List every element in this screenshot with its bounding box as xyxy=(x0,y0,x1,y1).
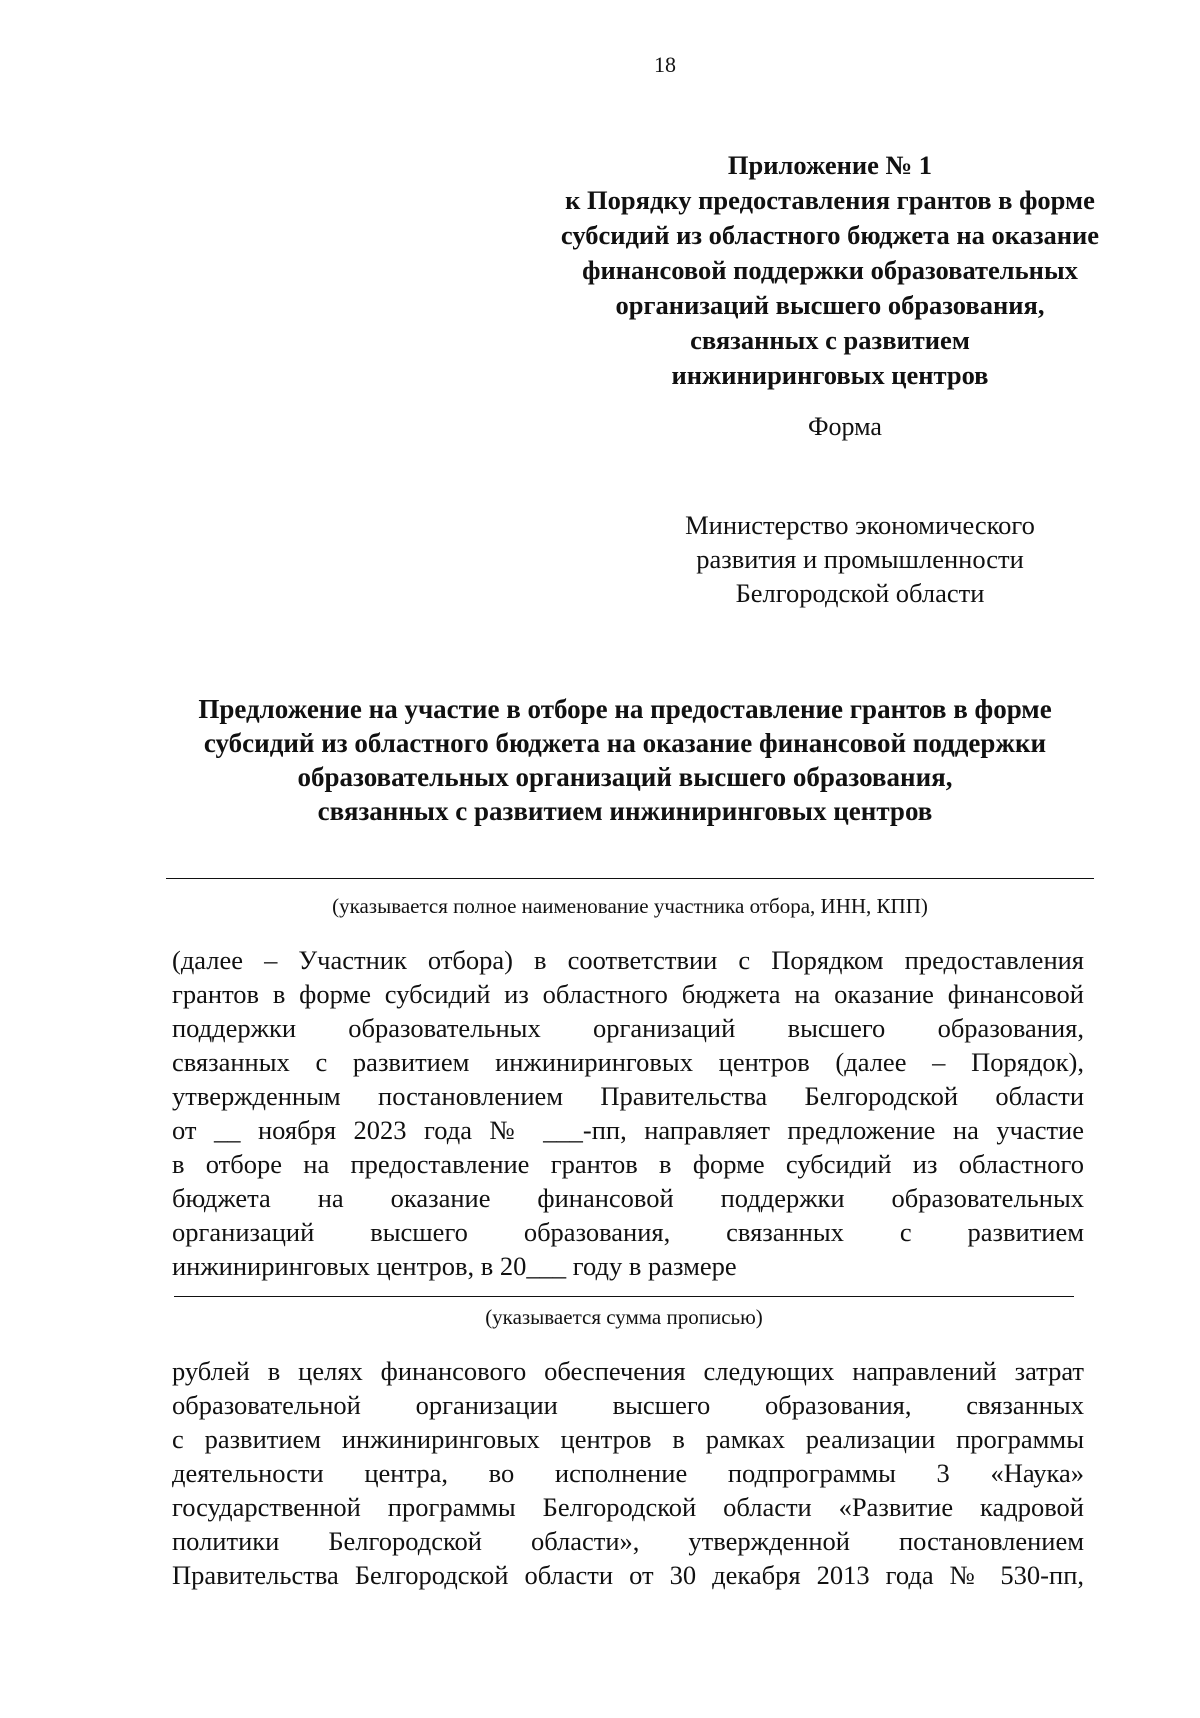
participant-name-hint: (указывается полное наименование участника отбора, ИНН, КПП) xyxy=(332,894,928,918)
paragraph-line: грантов в форме субсидий из областного бюджета на оказание финансовой xyxy=(172,979,1084,1009)
appendix-line: связанных с развитием xyxy=(690,325,970,355)
recipient-line: развития и промышленности xyxy=(696,544,1024,574)
appendix-header xyxy=(530,148,1130,393)
title-line: связанных с развитием инжиниринговых центров xyxy=(317,796,933,826)
paragraph-line: утвержденным постановлением Правительства Белгородской области xyxy=(172,1081,1084,1111)
paragraph-line: политики Белгородской области», утвержденной постановлением xyxy=(172,1526,1084,1556)
paragraph-line: инжиниринговых центров, в 20___ году в размере xyxy=(172,1251,737,1281)
document-title xyxy=(150,692,1100,828)
paragraph-line: от __ ноября 2023 года № ___-пп, направляет предложение на участие xyxy=(172,1115,1084,1145)
appendix-line: к Порядку предоставления грантов в форме xyxy=(565,185,1095,215)
appendix-line: субсидий из областного бюджета на оказание xyxy=(560,220,1100,250)
recipient-block xyxy=(640,508,1080,610)
paragraph-line: рублей в целях финансового обеспечения следующих направлений затрат xyxy=(172,1356,1084,1386)
paragraph-line: в отборе на предоставление грантов в форме субсидий из областного xyxy=(172,1149,1084,1179)
appendix-line: Приложение № 1 xyxy=(727,150,933,180)
appendix-line: инжиниринговых центров xyxy=(671,360,989,390)
paragraph-line: государственной программы Белгородской области «Развитие кадровой xyxy=(172,1492,1084,1522)
appendix-line: организаций высшего образования, xyxy=(615,290,1045,320)
paragraph-line: Правительства Белгородской области от 30 декабря 2013 года № 530-пп, xyxy=(172,1560,1084,1590)
paragraph-line: бюджета на оказание финансовой поддержки образовательных xyxy=(172,1183,1084,1213)
form-label: Форма xyxy=(808,412,882,441)
amount-hint: (указывается сумма прописью) xyxy=(485,1305,763,1329)
page-number: 18 xyxy=(654,52,676,77)
title-line: Предложение на участие в отборе на предоставление грантов в форме xyxy=(198,694,1052,724)
paragraph-line: образовательной организации высшего образования, связанных xyxy=(172,1390,1084,1420)
paragraph-line: поддержки образовательных организаций высшего образования, xyxy=(172,1013,1084,1043)
paragraph-line: связанных с развитием инжиниринговых центров (далее – Порядок), xyxy=(172,1047,1084,1077)
paragraph-line: организаций высшего образования, связанных с развитием xyxy=(172,1217,1084,1247)
title-line: субсидий из областного бюджета на оказание финансовой поддержки xyxy=(203,728,1047,758)
participant-name-blank-line xyxy=(166,878,1094,879)
paragraph-line: деятельности центра, во исполнение подпрограммы 3 «Наука» xyxy=(172,1458,1084,1488)
recipient-line: Белгородской области xyxy=(735,578,985,608)
amount-blank-line xyxy=(174,1296,1074,1297)
title-line: образовательных организаций высшего образования, xyxy=(297,762,953,792)
body-paragraph-1 xyxy=(172,943,1084,1283)
appendix-line: финансовой поддержки образовательных xyxy=(582,255,1078,285)
body-paragraph-2 xyxy=(172,1354,1084,1592)
paragraph-line: (далее – Участник отбора) в соответствии с Порядком предоставления xyxy=(172,945,1084,975)
paragraph-line: с развитием инжиниринговых центров в рамках реализации программы xyxy=(172,1424,1084,1454)
recipient-line: Министерство экономического xyxy=(685,510,1035,540)
